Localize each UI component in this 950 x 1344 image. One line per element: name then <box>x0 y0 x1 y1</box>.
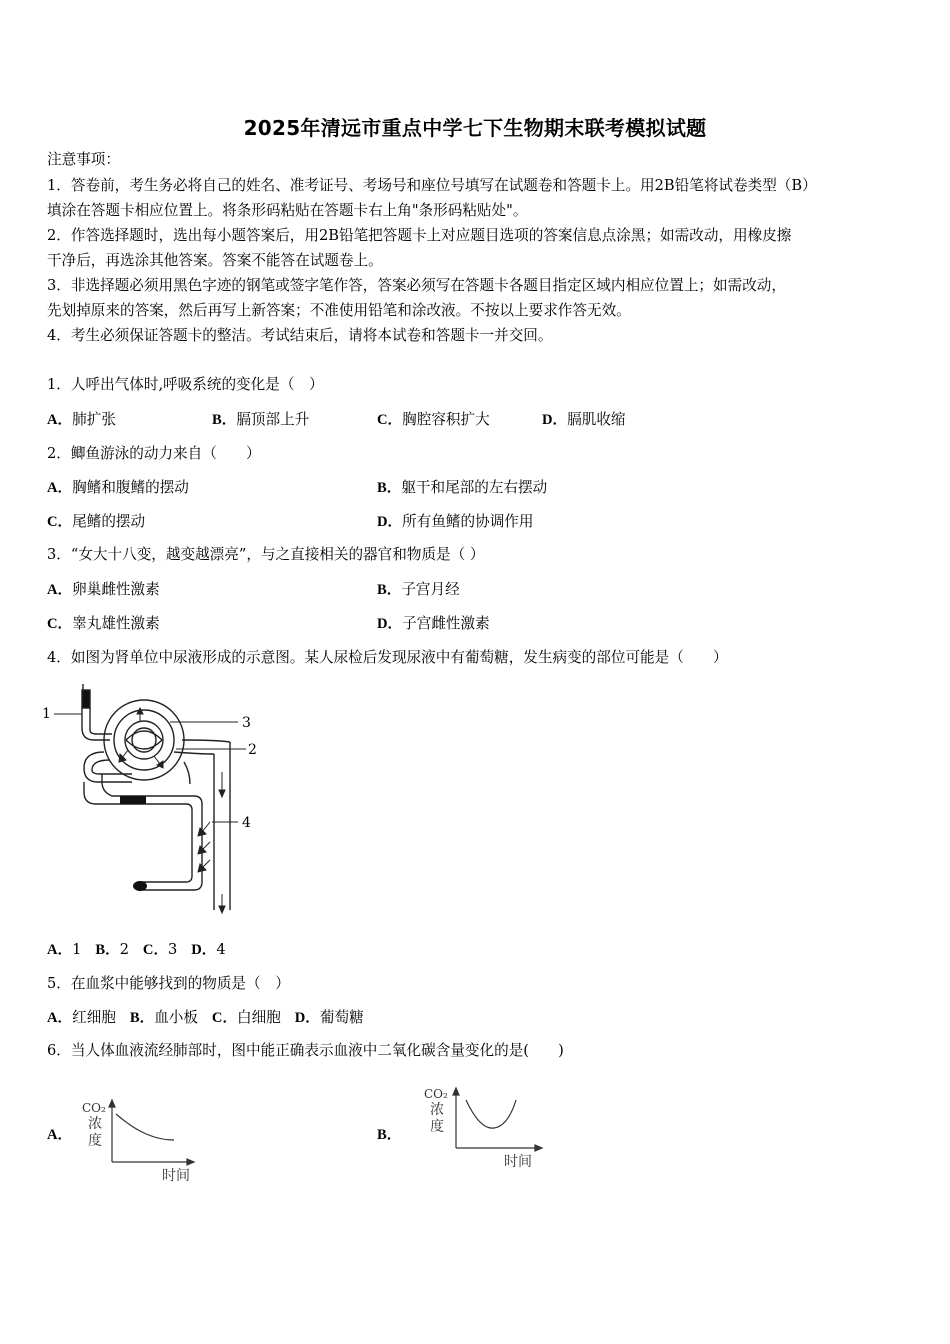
q1-option-d[interactable]: D．膈肌收缩 <box>542 411 626 428</box>
q5-options <box>47 1008 364 1028</box>
q4-option-b[interactable]: B．2 <box>95 941 129 958</box>
q5-option-c[interactable]: C．白细胞 <box>211 1009 281 1026</box>
question-1-stem: 1．人呼出气体时,呼吸系统的变化是（ ） <box>47 376 324 393</box>
question-3-stem: 3．“女大十八变，越变越漂亮”，与之直接相关的器官和物质是（ ） <box>47 546 485 563</box>
graph-a-ylabel-3: 度 <box>88 1133 102 1149</box>
notice-line: 2．作答选择题时，选出每小题答案后，用2B铅笔把答题卡上对应题目选项的答案信息点涂黑；如需改动，用橡皮擦 <box>47 227 792 244</box>
q6-option-b[interactable]: B． <box>377 1127 402 1143</box>
graph-a-ylabel-1: CO₂ <box>82 1101 106 1115</box>
q3-option-b[interactable]: B．子宫月经 <box>377 581 460 598</box>
q3-option-a[interactable]: A．卵巢雌性激素 <box>47 581 160 598</box>
nephron-diagram <box>40 682 280 922</box>
q2-option-d[interactable]: D．所有鱼鳍的协调作用 <box>377 513 534 530</box>
question-4-stem: 4．如图为肾单位中尿液形成的示意图。某人尿检后发现尿液中有葡萄糖，发生病变的部位可能是（ ） <box>47 649 728 666</box>
graph-b-ylabel-2: 浓 <box>430 1102 444 1118</box>
q4-options <box>47 940 226 960</box>
graph-b-xlabel: 时间 <box>504 1154 532 1170</box>
q2-option-c[interactable]: C．尾鳍的摆动 <box>47 513 146 530</box>
figure-label-3: 3 <box>242 715 251 731</box>
q4-option-d[interactable]: D．4 <box>191 941 226 958</box>
q2-option-b[interactable]: B．躯干和尾部的左右摆动 <box>377 479 548 496</box>
graph-a-xlabel: 时间 <box>162 1168 190 1184</box>
notice-line: 干净后，再选涂其他答案。答案不能答在试题卷上。 <box>47 252 383 269</box>
q6-graph-b <box>420 1082 550 1177</box>
q5-option-a[interactable]: A．红细胞 <box>47 1009 116 1026</box>
q5-option-d[interactable]: D．葡萄糖 <box>294 1009 364 1026</box>
q3-option-c[interactable]: C．睾丸雄性激素 <box>47 615 160 632</box>
graph-a-ylabel-2: 浓 <box>88 1116 102 1132</box>
graph-b-ylabel-3: 度 <box>430 1119 444 1135</box>
q6-option-a[interactable]: A． <box>47 1127 73 1143</box>
question-5-stem: 5．在血浆中能够找到的物质是（ ） <box>47 975 290 992</box>
q1-option-a[interactable]: A．肺扩张 <box>47 411 116 428</box>
q6-graph-a <box>78 1092 208 1187</box>
q5-option-b[interactable]: B．血小板 <box>129 1009 198 1026</box>
figure-label-1: 1 <box>42 706 51 722</box>
q3-option-d[interactable]: D．子宫雌性激素 <box>377 615 490 632</box>
notice-line: 3．非选择题必须用黑色字迹的钢笔或签字笔作答，答案必须写在答题卡各题目指定区域内相应位置上；如需改动， <box>47 277 786 294</box>
notice-line: 4．考生必须保证答题卡的整洁。考试结束后，请将本试卷和答题卡一并交回。 <box>47 327 553 344</box>
question-2-stem: 2．鲫鱼游泳的动力来自（ ） <box>47 445 261 462</box>
notice-line: 填涂在答题卡相应位置上。将条形码粘贴在答题卡右上角"条形码粘贴处"。 <box>47 202 528 219</box>
q1-option-c[interactable]: C．胸腔容积扩大 <box>377 411 490 428</box>
page-title: 2025年清远市重点中学七下生物期末联考模拟试题 <box>243 116 707 140</box>
notice-heading: 注意事项： <box>47 151 120 168</box>
graph-b-ylabel-1: CO₂ <box>424 1087 448 1101</box>
notice-line: 先划掉原来的答案，然后再写上新答案；不准使用铅笔和涂改液。不按以上要求作答无效。 <box>47 302 631 319</box>
figure-label-4: 4 <box>242 815 251 831</box>
q2-option-a[interactable]: A．胸鳍和腹鳍的摆动 <box>47 479 189 496</box>
notice-line: 1．答卷前，考生务必将自己的姓名、准考证号、考场号和座位号填写在试题卷和答题卡上。用2B铅笔将试卷类型（B） <box>47 177 817 194</box>
q1-option-b[interactable]: B．膈顶部上升 <box>212 411 310 428</box>
q4-option-a[interactable]: A．1 <box>47 941 82 958</box>
question-6-stem: 6．当人体血液流经肺部时，图中能正确表示血液中二氧化碳含量变化的是( ) <box>47 1042 564 1059</box>
q4-option-c[interactable]: C．3 <box>142 941 178 958</box>
figure-label-2: 2 <box>248 742 257 758</box>
